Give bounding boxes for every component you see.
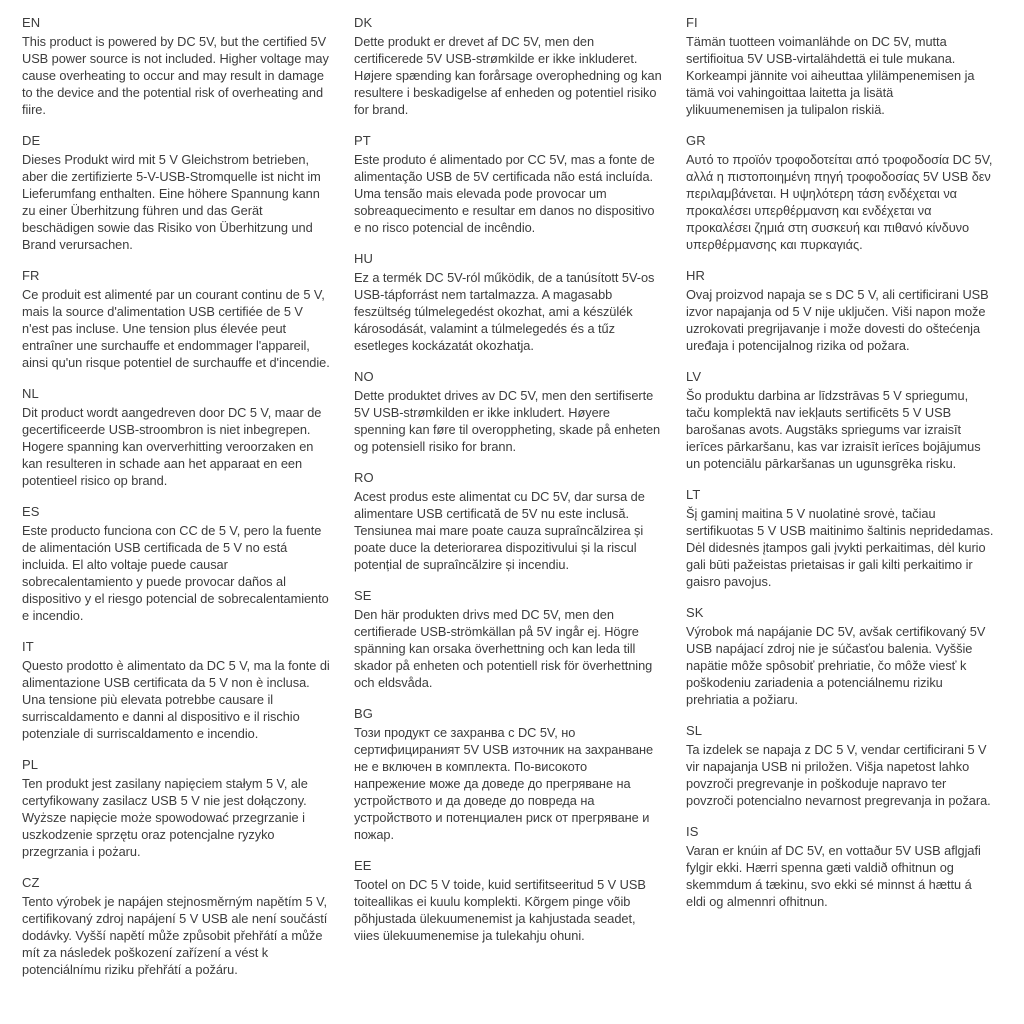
language-section-fr xyxy=(22,267,330,371)
warning-text: Tootel on DC 5 V toide, kuid sertifitseeritud 5 V USB toiteallikas ei kuulu komplekti. Kõrgem pinge võib põhjustada ülekuumenemist ja kahjustada seadet, viies ülekuumenemise ja tulekahju ohuni. xyxy=(354,877,646,943)
language-code: LV xyxy=(686,369,702,384)
warning-text: Ta izdelek se napaja z DC 5 V, vendar certificirani 5 V vir napajanja USB ni priložen. Višja napetost lahko povzroči pregrevanje in poškoduje napravo ter povzroči potencialno nevarnost pregrevanja in požara. xyxy=(686,742,991,808)
language-section-lt xyxy=(686,486,994,590)
language-section-cz xyxy=(22,874,330,978)
warning-text: Acest produs este alimentat cu DC 5V, dar sursa de alimentare USB certificată de 5V nu este inclusă. Tensiunea mai mare poate cauza supraîncălzirea și poate duce la deteriorarea dispozitivului și la riscul potențial de supraîncălzire și incendiu. xyxy=(354,489,645,572)
language-section-ee xyxy=(354,857,662,944)
language-section-gr xyxy=(686,132,994,253)
language-code: IT xyxy=(22,639,34,654)
language-section-pt xyxy=(354,132,662,236)
warning-text: Varan er knúin af DC 5V, en vottaður 5V USB aflgjafi fylgir ekki. Hærri spenna gæti valdið ofhitnun og skemmdum á tækinu, svo ekki sé minnst á hættu á eldi og almennri ofhitnun. xyxy=(686,843,981,909)
warning-text: Ten produkt jest zasilany napięciem stałym 5 V, ale certyfikowany zasilacz USB 5 V nie jest dołączony. Wyższe napięcie może spowodować przegrzanie i uszkodzenie sprzętu oraz potencjalne ryzyko przegrzania i pożaru. xyxy=(22,776,308,859)
column-right xyxy=(686,14,994,1014)
language-section-hr xyxy=(686,267,994,354)
language-section-pl xyxy=(22,756,330,860)
language-code: EE xyxy=(354,858,372,873)
language-code: LT xyxy=(686,487,701,502)
language-section-sk xyxy=(686,604,994,708)
language-code: EN xyxy=(22,15,41,30)
language-section-dk xyxy=(354,14,662,118)
warning-text: This product is powered by DC 5V, but the certified 5V USB power source is not included. Higher voltage may cause overheating to occur and may result in damage to the device and the potential risk of overheating and fiire. xyxy=(22,34,329,117)
language-code: PT xyxy=(354,133,371,148)
language-code: GR xyxy=(686,133,706,148)
language-section-hu xyxy=(354,250,662,354)
language-code: PL xyxy=(22,757,39,772)
language-section-it xyxy=(22,638,330,742)
warning-text: Výrobok má napájanie DC 5V, avšak certifikovaný 5V USB napájací zdroj nie je súčasťou balenia. Vyššie napätie môže spôsobiť prehriatie, čo môže viesť k poškodeniu zariadenia a potenciálnemu riziku prehriatia a požiaru. xyxy=(686,624,986,707)
warning-text: Šį gaminį maitina 5 V nuolatinė srovė, tačiau sertifikuotas 5 V USB maitinimo šaltinis nepridedamas. Dėl didesnės įtampos gali įvykti perkaitimas, dėl kurio gali būti pažeistas prietaisas ir gali kilti perkaitimo ir gaisro pavojus. xyxy=(686,506,994,589)
warning-text: Den här produkten drivs med DC 5V, men den certifierade USB-strömkällan på 5V ingår ej. Högre spänning kan orsaka överhettning och kan leda till skador på enheten och potentiell risk för överhettning och eldsvåda. xyxy=(354,607,653,690)
language-code: BG xyxy=(354,706,373,721)
language-section-en xyxy=(22,14,330,118)
language-code: CZ xyxy=(22,875,40,890)
language-section-is xyxy=(686,823,994,910)
language-code: DK xyxy=(354,15,373,30)
language-code: DE xyxy=(22,133,41,148)
language-code: IS xyxy=(686,824,699,839)
warning-text: Ovaj proizvod napaja se s DC 5 V, ali certificirani USB izvor napajanja od 5 V nije uključen. Viši napon može uzrokovati pregrijavanje i može dovesti do oštećenja uređaja i potencijalnog rizika od požara. xyxy=(686,287,989,353)
warning-text: Tento výrobek je napájen stejnosměrným napětím 5 V, certifikovaný zdroj napájení 5 V USB ale není součástí dodávky. Vyšší napětí může způsobit přehřátí a může mít za následek poškození zařízení a vést k potenciálnímu riziku přehřátí a požáru. xyxy=(22,894,328,977)
warning-text: Dette produkt er drevet af DC 5V, men den certificerede 5V USB-strømkilde er ikke inkluderet. Højere spænding kan forårsage overophedning og kan resultere i beskadigelse af enheden og potentiel risiko for brand. xyxy=(354,34,662,117)
language-code: SK xyxy=(686,605,704,620)
column-left xyxy=(22,14,330,1014)
language-code: ES xyxy=(22,504,40,519)
language-code: HU xyxy=(354,251,373,266)
language-code: NL xyxy=(22,386,39,401)
language-section-es xyxy=(22,503,330,624)
language-code: HR xyxy=(686,268,705,283)
warning-text: Šo produktu darbina ar līdzstrāvas 5 V spriegumu, taču komplektā nav iekļauts sertificēts 5 V USB barošanas avots. Augstāks spriegums var izraisīt ierīces pārkaršanu, kas var izraisīt ierīces bojājumus un potenciālu pārkaršanas un ugunsgrēka risku. xyxy=(686,388,981,471)
language-section-nl xyxy=(22,385,330,489)
warning-text: Ce produit est alimenté par un courant continu de 5 V, mais la source d'alimentation USB certifiée de 5 V n'est pas incluse. Une tension plus élevée peut entraîner une surchauffe et endommager l'appareil, ainsi qu'un risque potentiel de surchauffe et d'incendie. xyxy=(22,287,330,370)
warning-text: Dit product wordt aangedreven door DC 5 V, maar de gecertificeerde USB-stroombron is niet inbegrepen. Hogere spanning kan oververhitting veroorzaken en kan resulteren in schade aan het apparaat en een potentieel risico op brand. xyxy=(22,405,322,488)
language-code: SL xyxy=(686,723,703,738)
warning-text: Este producto funciona con CC de 5 V, pero la fuente de alimentación USB certificada de 5 V no está incluida. El alto voltaje puede causar sobrecalentamiento y puede provocar daños al dispositivo y el riesgo potencial de sobrecalentamiento e incendio. xyxy=(22,523,329,623)
column-middle xyxy=(354,14,662,1014)
warning-text: Ez a termék DC 5V-ról működik, de a tanúsított 5V-os USB-tápforrást nem tartalmazza. A magasabb feszültség túlmelegedést okozhat, ami a készülék károsodását, valamint a túlmelegedés és a tűz esetleges kockázatát okozhatja. xyxy=(354,270,655,353)
language-code: FI xyxy=(686,15,698,30)
warning-text: Este produto é alimentado por CC 5V, mas a fonte de alimentação USB de 5V certificada não está incluída. Uma tensão mais elevada pode provocar um sobreaquecimento e resultar em danos no dispositivo e no risco potencial de incêndio. xyxy=(354,152,655,235)
warning-text: Този продукт се захранва с DC 5V, но сертифицираният 5V USB източник на захранване не е включен в комплекта. По-високото напрежение може да доведе до прегряване на устройството и да доведе до повреда на устройството и потенциален риск от прегряване и пожар. xyxy=(354,725,654,842)
language-section-no xyxy=(354,368,662,455)
language-section-ro xyxy=(354,469,662,573)
warning-text: Αυτό το προϊόν τροφοδοτείται από τροφοδοσία DC 5V, αλλά η πιστοποιημένη πηγή τροφοδοσίας 5V USB δεν περιλαμβάνεται. Η υψηλότερη τάση ενδέχεται να προκαλέσει υπερθέρμανση και ενδέχεται να προκαλέσει ζημιά στη συσκευή και πιθανό κίνδυνο υπερθέρμανσης και πυρκαγιάς. xyxy=(686,152,993,252)
language-code: RO xyxy=(354,470,374,485)
language-section-sl xyxy=(686,722,994,809)
language-code: SE xyxy=(354,588,372,603)
warning-text: Tämän tuotteen voimanlähde on DC 5V, mutta sertifioitua 5V USB-virtalähdettä ei tule mukana. Korkeampi jännite voi aiheuttaa ylilämpenemisen ja tämä voi vahingoittaa laitetta ja lisätä ylikuumenemisen ja tulipalon riskiä. xyxy=(686,34,975,117)
warning-text: Questo prodotto è alimentato da DC 5 V, ma la fonte di alimentazione USB certificata da 5 V non è inclusa. Una tensione più elevata potrebbe causare il surriscaldamento e danni al dispositivo e il rischio potenziale di surriscaldamento e incendio. xyxy=(22,658,330,741)
language-code: NO xyxy=(354,369,374,384)
language-code: FR xyxy=(22,268,40,283)
language-section-de xyxy=(22,132,330,253)
language-section-fi xyxy=(686,14,994,118)
warning-text: Dette produktet drives av DC 5V, men den sertifiserte 5V USB-strømkilden er ikke inkludert. Høyere spenning kan føre til overoppheting, skade på enheten og potensiell risiko for brann. xyxy=(354,388,661,454)
language-section-bg xyxy=(354,705,662,843)
language-section-lv xyxy=(686,368,994,472)
warning-text: Dieses Produkt wird mit 5 V Gleichstrom betrieben, aber die zertifizierte 5-V-USB-Stromquelle ist nicht im Lieferumfang enthalten. Eine höhere Spannung kann zu einer Überhitzung führen und das Gerät beschädigen sowie das Risiko von Überhitzung und Brand verursachen. xyxy=(22,152,321,252)
language-section-se xyxy=(354,587,662,691)
